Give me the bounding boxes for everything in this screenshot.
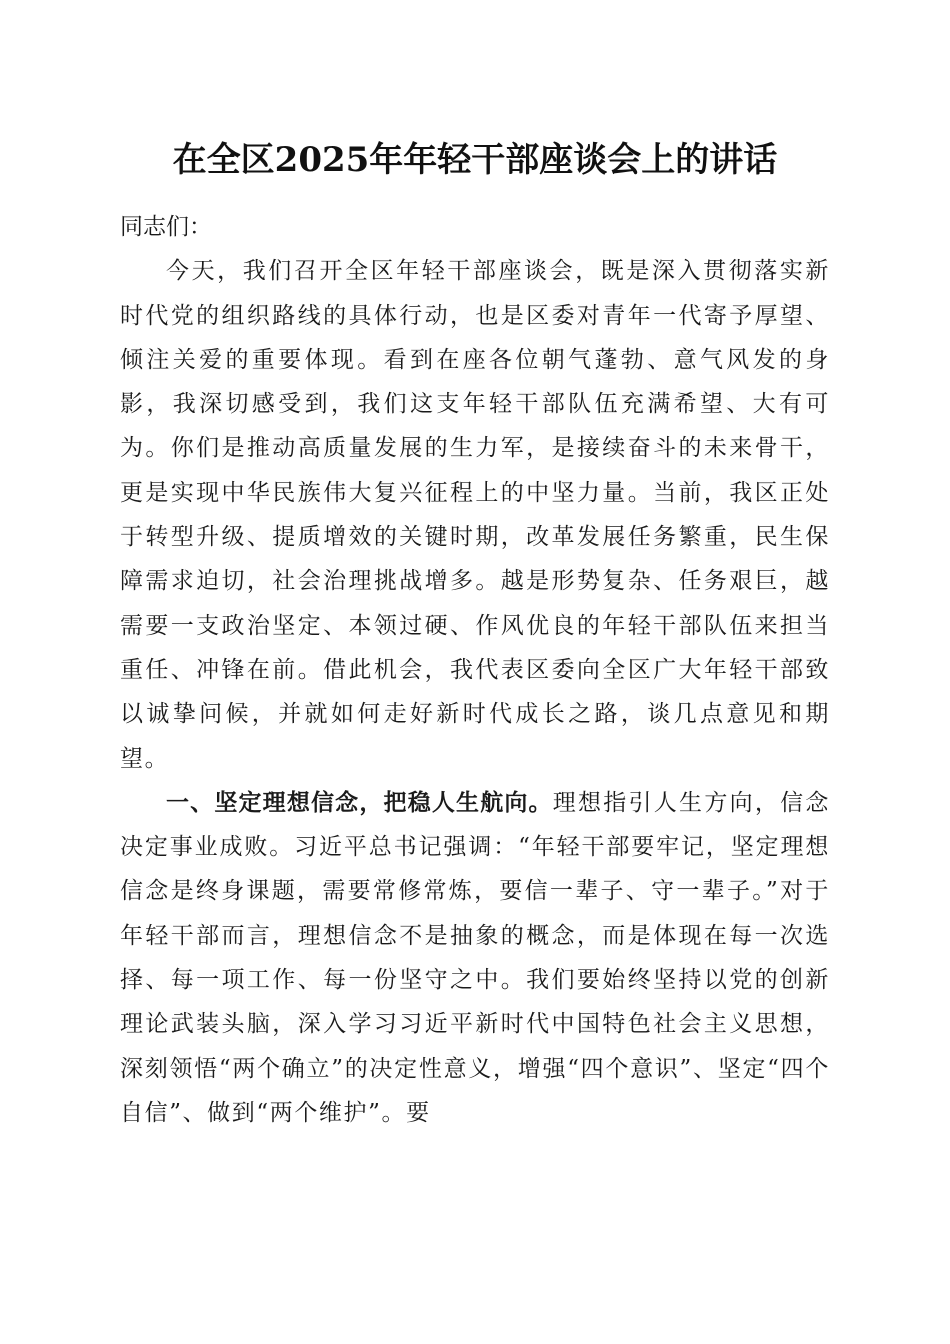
salutation: 同志们： xyxy=(120,214,212,240)
section-1-heading: 一、坚定理想信念，把稳人生航向。 xyxy=(166,789,553,816)
paragraph-section-1 xyxy=(120,781,830,1135)
document-title: 在全区2025年年轻干部座谈会上的讲话 xyxy=(172,140,778,180)
document-body xyxy=(120,205,830,1135)
paragraph-intro: 今天，我们召开全区年轻干部座谈会，既是深入贯彻落实新时代党的组织路线的具体行动，也是区委对青年一代寄予厚望、倾注关爱的重要体现。看到在座各位朝气蓬勃、意气风发的身影，我深切感受到，我们这支年轻干部队伍充满希望、大有可为。你们是推动高质量发展的生力军，是接续奋斗的未来骨干，更是实现中华民族伟大复兴征程上的中坚力量。当前，我区正处于转型升级、提质增效的关键时期，改革发展任务繁重，民生保障需求迫切，社会治理挑战增多。越是形势复杂、任务艰巨，越需要一支政治坚定、本领过硬、作风优良的年轻干部队伍来担当重任、冲锋在前。借此机会，我代表区委向全区广大年轻干部致以诚挚问候，并就如何走好新时代成长之路，谈几点意见和期望。 xyxy=(120,258,830,772)
section-1-text: 理想指引人生方向，信念决定事业成败。习近平总书记强调：“年轻干部要牢记，坚定理想信念是终身课题，需要常修常炼，要信一辈子、守一辈子。”对于年轻干部而言，理想信念不是抽象的概念，而是体现在每一次选择、每一项工作、每一份坚守之中。我们要始终坚持以党的创新理论武装头脑，深入学习习近平新时代中国特色社会主义思想，深刻领悟“两个确立”的决定性意义，增强“四个意识”、坚定“四个自信”、做到“两个维护”。要 xyxy=(120,789,830,1126)
